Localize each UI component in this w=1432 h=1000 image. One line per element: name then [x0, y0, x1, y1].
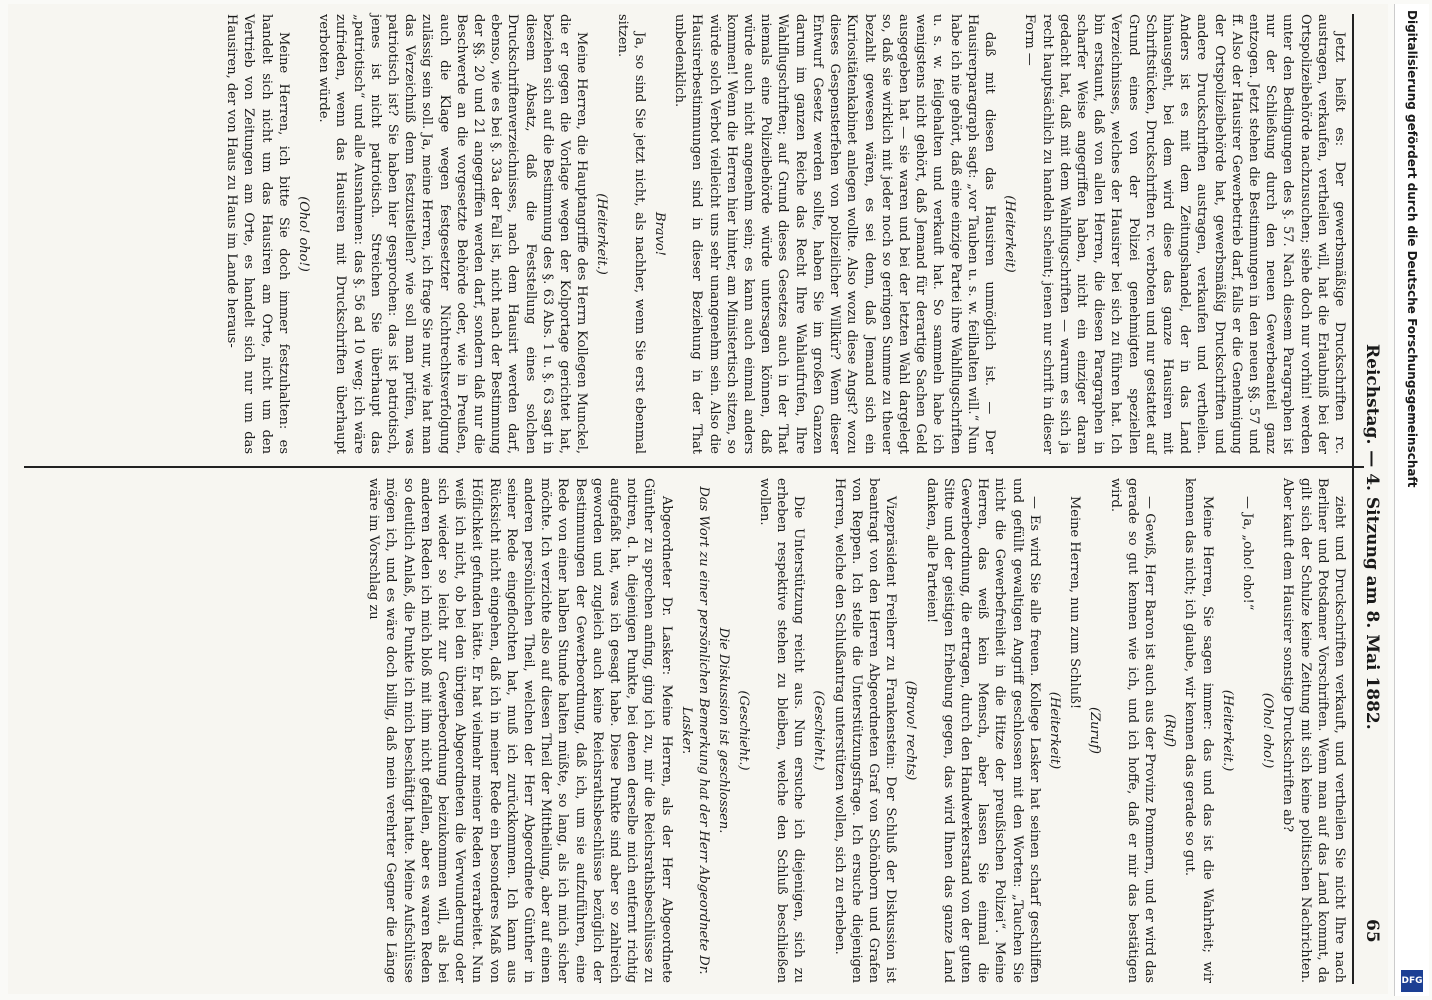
paragraph: Meine Herren, die Hauptangriffe des Herrn Kollegen Munckel, die er gegen die Vorlage wegen der Kolportage gerichtet hat, beziehen sich auf die Bestimmung des §. 63 Abs. 1 u. §. 63 sagt in diesem Absatz, daß die Feststellung eines solchen Druckschriftenverzeichnisses, nach dem Hausirt werden darf, ebenso, wie es bei §. 33a der Fall ist, nicht nach der Bestimmung der §§. 20 und 21 angegriffen werden darf, sondern daß nur die Beschwerde an die vorgesetzte Behörde oder, wie in Preußen, auch die Klage wegen festgesetzter Nichtrechtsverfolgung zulässig sein soll. Ja, meine Herren, ich frage Sie nur, wie hat man das Verzeichniß denn festzustellen? wie soll man prüfen, was patriotisch ist? Sie haben hier gesprochen: das ist patriotisch, jenes ist nicht patriotisch. Streichen Sie überhaupt das „patriotisch“ und alle Ausnahmen: das §. 56 ad 10 weg; ich wäre zufrieden, wenn das Hausiren mit Druckschriften überhaupt verboten würde.	[316, 14, 590, 454]
paragraph: Meine Herren, Sie sagen immer: das und das ist die Wahrheit; wir kennen das nicht; ich glaube, wir kennen das gerade so gut.	[1182, 478, 1215, 983]
column-divider	[24, 466, 1364, 468]
interjection: (Heiterkeit)	[1002, 195, 1018, 273]
interjection: (Oho! oho!)	[296, 196, 312, 272]
paragraph: Die Unterstützung reicht aus. Nun ersuche ich diejenigen, sich zu erheben respektive stehen zu bleiben, welche den Schluß beschließen wollen.	[756, 478, 807, 983]
paragraph: — Ja, „oho! oho!“	[1239, 496, 1255, 611]
interjection: (Heiterkeit.)	[594, 193, 610, 275]
paragraph: Ja, so sind Sie jetzt nicht, als nachher, wenn Sie erst ebenmal sitzen.	[614, 14, 647, 454]
interjection: (Geschieht.)	[736, 690, 752, 771]
paragraph: Die Diskussion ist geschlossen.	[716, 627, 732, 834]
paragraph: Das Wort zu einer persönlichen Bemerkung hat der Herr Abgeordnete Dr. Lasker.	[678, 486, 712, 975]
paragraph: Meine Herren, nun zum Schluß!	[1067, 496, 1083, 710]
interjection: Bravo!	[652, 212, 668, 256]
paragraph: daß mit diesen das Hausiren unmöglich ist. — Der Hausirerparagraph sagt: „vor Tauben u. s. w. feilhalten will.“ Nun habe ich nie gehört, daß eine einzige Partei ihre Wahlflugschriften u. s. w. feilgehalten und verkauft hat. So sammeln habe ich wenigstens nicht gehört, daß Jemand für derartige Sachen Geld ausgegeben hat — sie waren und bei der letzten Wahl dargelegt so, daß sie wirklich mit jeder noch so geringen Summe zu theuer bezahlt gewesen wären, es sei denn, daß Jemand sich ein Kuriositätenkabinet anlegen wollte. Also wozu diese Angst? wozu dieses Gespensterfehen von polizeilicher Willkür? Wenn dieser Entwurf Gesetz werden sollte, haben Sie im großen Ganzen darum im ganzen Reiche das Recht Ihre Wahlaufrufen, Ihre Wahlflugschriften; auf Grund dieses Gesetzes auch in der That niemals eine Polizeibehörde würde untersagen können, daß würde auch nicht angenehm sein; es kann auch einmal anders kommen! Wenn die Herren hier hinter, am Ministertisch sitzen, so würde solch Verbot vielleicht uns sehr unangenehm sein. Also die Hausirerbestimmungen sind in dieser Beziehung in der That unbedenklich.	[672, 14, 997, 454]
interjection: (Bravo! rechts)	[903, 680, 919, 781]
scanned-page	[8, 4, 1388, 994]
funding-notice: Digitalisierung gefördert durch die Deutsche Forschungsgemeinschaft	[1405, 10, 1419, 488]
paragraph: Jetzt heißt es: Der gewerbsmäßige Druckschriften rc. austragen, verkaufen, vertheilen will, hat die Erlaubniß bei der Ortspolizeibehörde nachzusuchen; siehe doch nur vorhin! werden unter den Bedingungen des §. 57. Nach diesem Paragraphen ist nur der Schließung durch den neuen Gewerbeanteil ganz entzogen. Jetzt stehen die Bestimmungen in den neuen §§. 57 und ff. Also der Hausirer Gewerbetrieb darf, falls er die Genehmigung der Ortspolizeibehörde hat, gewerbsmäßig Druckschriften und andere Druckschriften austragen, verkaufen und vertheilen. Anders ist es mit dem Zeitungshandel, der in das Land hinausgeht, bei dem wird diese das ganze Hausiren mit Schriftstücken, Druckschriften rc. verboten und nur gestattet auf Grund eines von der Polizei genehmigten speziellen Verzeichnisses, welches der Hausirer bei sich zu führen hat. Ich bin erstaunt, daß von allen Herren, die diesen Paragraphen in scharfer Weise angegriffen haben, nicht ein einziger daran gedacht hat, daß mit dem Wahlflugschriften — warum es sich ja recht hauptsächlich zu handeln scheint; jenen nur schrift in dieser Form —	[1022, 14, 1347, 454]
paragraph: — Gewiß, Herr Baron ist auch aus der Provinz Pommern, und er wird das gerade so gut kennen wie ich, und ich hoffe, daß er mir das bestätigen wird.	[1107, 478, 1157, 983]
text-column-right	[22, 478, 1348, 983]
paragraph: Vizepräsident Freiherr zu Frankenstein: Der Schluß der Diskussion ist beantragt von den Herren Abgeordneten Graf von Schönborn und Grafen von Reppen. Ich stelle die Unterstützungsfrage. Ich ersuche diejenigen Herren, welche den Schlußantrag unterstützen wollen, sich zu erheben.	[831, 478, 899, 983]
page-header-title: Reichstag. — 4. Sitzung am 8. Mai 1882.	[1362, 344, 1382, 730]
paragraph: — Es wird Sie alle freuen. Kollege Lasker hat seinen scharf geschliffen und gefüllt gewaltigen Angriff geschlossen mit den Worten: „Tauchen Sie nicht die Gewerbefreiheit in die Hitze der preußischen Polizei“. Meine Herren, das weiß kein Mensch, aber lassen Sie einmal die Gewerbeordnung, die ertragen, durch den Handwerkerstand von der guten Sitte und der geistigen Erhebung gegen, das wird Ihnen das ganze Land danken, alle Parteien!	[923, 478, 1042, 983]
page-number: 65	[1362, 919, 1382, 943]
interjection: (Heiterkeit.)	[1219, 689, 1235, 772]
funding-strip	[1394, 4, 1429, 996]
interjection: (Zuruf)	[1087, 707, 1103, 754]
text-column-left	[22, 14, 1348, 454]
paragraph: Meine Herren, ich bitte Sie doch immer festzuhalten: es handelt sich nicht um das Hausiren am Orte, nicht um den Vertrieb von Zeitungen am Orte, es handelt sich nur um das Hausiren, der von Haus zu Haus im Lande heraus-	[224, 14, 291, 454]
dfg-logo-icon: DFG	[1401, 970, 1423, 992]
paragraph: zieht und Druckschriften verkauft, und vertheilen Sie nicht Ihre nach Berliner und Potsdamer Vorschriften. Wenn man auf das Land kommt, da gilt sich der Schulze keine Zeitung mit sich keine politischen Nachrichten. Aber kauft dem Hausirer sonstige Druckschriften ab?	[1280, 478, 1347, 983]
header-rule	[1352, 14, 1354, 984]
interjection: (Heiterkeit)	[1046, 691, 1062, 770]
interjection: (Geschieht.)	[811, 690, 827, 771]
interjection: (Oho! oho!)	[1260, 692, 1276, 769]
interjection: (Ruf)	[1162, 713, 1178, 748]
paragraph: Abgeordneter Dr. Lasker: Meine Herren, als der Herr Abgeordnete Günther zu sprechen anfing, ging ich zu, mir die Reichsrathsbeschlüsse zu notiren, d. h. diejenigen Punkte, bei denen derselbe mich entfernt richtig aufgefaßt hat, was ich gesagt habe. Diese Punkte sind aber so zahlreich geworden und zugleich auch keine Reichsrathsbeschlüsse bezüglich der Bestimmungen der Gewerbeordnung, daß ich, um sie aufzuführen, eine Rede von einer halben Stunde halten müßte, so lang, als ich mich sicher möchte. Ich verzichte also auf diesen Theil der Mittheilung, aber auf einen anderen persönlichen Theil, welchen der Herr Abgeordnete Günther in seiner Rede eingeflochten hat, muß ich zurückkommen. Ich kann aus Rücksicht nicht eingehen, daß ich in meiner Rede ein besonderes Maß von Höflichkeit gefunden hätte. Er hat vielmehr meiner Reden verarbeitet. Nun weiß ich nicht, ob bei den übrigen Abgeordneten die Verwunderung oder sich wieder so leicht zur Gewerbeordnung beizukommen will, als bei anderen Reden ich mich bloß mit ihm nicht gefallen, aber es waren Reden so deutlich Anlaß, die Punkte ich mich beschäftigt hatte. Meine Aufschlüsse mögen ich, und es wäre doch billig, daß mein verehrter Gegner die Länge wäre im Vorschlag zu	[366, 478, 674, 983]
